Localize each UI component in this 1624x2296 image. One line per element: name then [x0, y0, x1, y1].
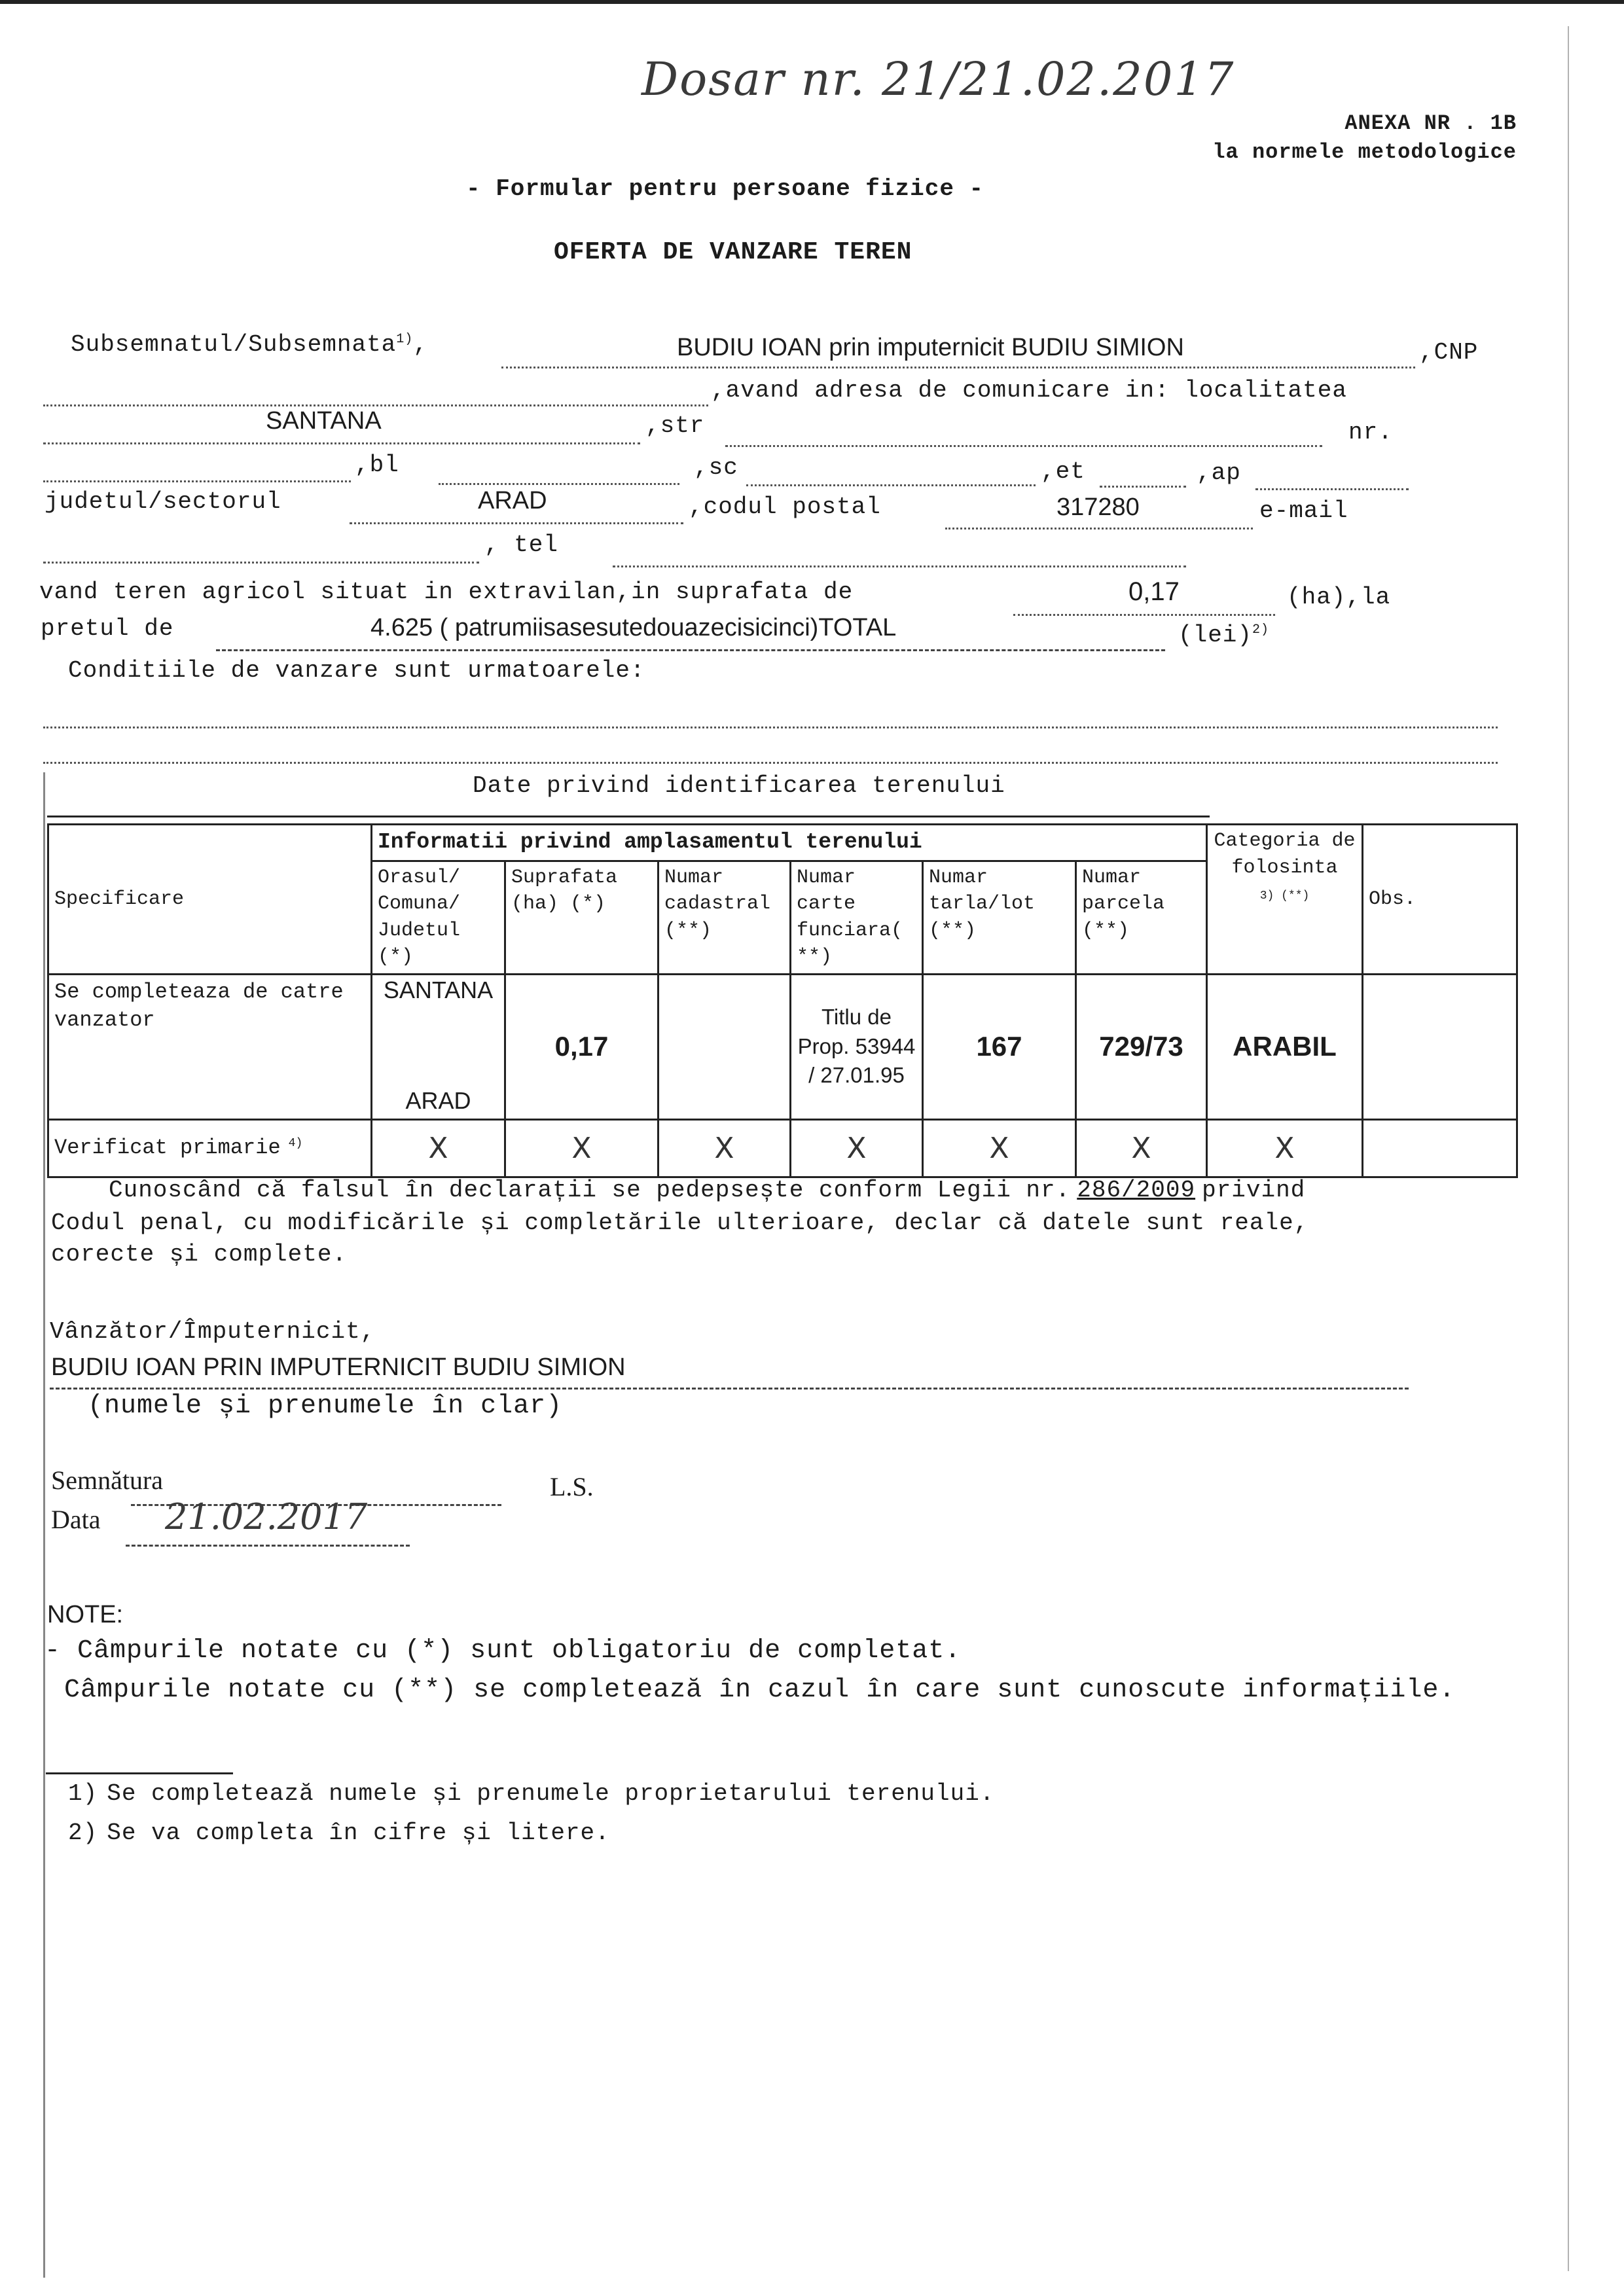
cnp-field-line — [43, 404, 708, 406]
header-cadastral: Numar cadastral (**) — [659, 861, 791, 974]
nr-label: nr. — [1348, 419, 1393, 446]
et-label: ,et — [1041, 458, 1085, 485]
declaration-line-3: corecte și complete. — [51, 1241, 348, 1268]
footnote-marker-1: 1) — [396, 332, 414, 347]
footnote-marker-2: 2) — [1252, 622, 1270, 637]
header-obs: Obs. — [1363, 825, 1517, 975]
row-label-vanzator: Se completeaza de catre vanzator — [48, 974, 372, 1119]
check-mark-parcela: X — [1076, 1119, 1207, 1177]
seller-name[interactable]: BUDIU IOAN PRIN IMPUTERNICIT BUDIU SIMION — [51, 1354, 626, 1381]
check-mark-orasul: X — [372, 1119, 505, 1177]
table-row-vanzator — [48, 974, 1517, 1119]
cnp-label: ,CNP — [1419, 339, 1479, 366]
header-tarla: Numar tarla/lot (**) — [923, 861, 1076, 974]
cell-cadastral — [659, 974, 791, 1119]
form-type: - Formular pentru persoane fizice - — [466, 175, 984, 202]
tel-field-line — [613, 565, 1186, 567]
check-mark-tarla: X — [923, 1119, 1076, 1177]
name-field-line — [501, 367, 1415, 368]
pret-value[interactable]: 4.625 ( patrumiisasesutedouazecisicinci)TOTAL — [370, 614, 897, 641]
localitate-field-line — [43, 442, 640, 444]
address-label: ,avand adresa de comunicare in: localitatea — [711, 377, 1347, 404]
declaration-line-2: Codul penal, cu modificările și completările ulterioare, declar că datele sunt reale, — [51, 1210, 1309, 1236]
bl-field-line — [439, 483, 679, 485]
postal-value[interactable]: 317280 — [1056, 493, 1140, 521]
email-label: e-mail — [1259, 497, 1348, 524]
row-label-verificat: Verificat primarie $^{4)}$ — [48, 1119, 372, 1177]
header-categoria-note: 3) (**) — [1259, 889, 1310, 903]
cell-localitate: SANTANA — [383, 976, 494, 1003]
annex-number: ANEXA NR . 1B — [1344, 111, 1517, 135]
semnatura-label: Semnătura — [51, 1465, 164, 1495]
suprafata-field-line — [1013, 614, 1275, 616]
annex-subtitle: la normele metodologice — [1212, 140, 1517, 164]
header-suprafata: Suprafata (ha) (*) — [505, 861, 659, 974]
postal-field-line — [945, 528, 1253, 529]
str-field-line — [725, 445, 1322, 447]
footnote-2: 2) Se va completa în cifre și litere. — [68, 1820, 610, 1846]
cell-suprafata: 0,17 — [505, 974, 659, 1119]
footnote-marker-4: 4) — [288, 1136, 303, 1150]
postal-label: ,codul postal — [689, 493, 881, 520]
handwritten-file-number: Dosar nr. 21/21.02.2017 — [641, 52, 1235, 106]
ha-label: (ha),la — [1287, 584, 1391, 611]
seller-name-line — [50, 1388, 1409, 1390]
table-row-verificat — [48, 1119, 1517, 1177]
judet-value[interactable]: ARAD — [478, 487, 547, 514]
ap-label: ,ap — [1197, 459, 1241, 486]
notes-line-2: Câmpurile notate cu (**) se completează în cazul în care sunt cunoscute informațiile. — [64, 1676, 1456, 1705]
judet-field-line — [350, 522, 683, 524]
data-value[interactable]: 21.02.2017 — [165, 1496, 368, 1537]
name-field-value[interactable]: BUDIU IOAN prin imputernicit BUDIU SIMION — [677, 334, 1184, 361]
pret-label: pretul de — [41, 615, 174, 642]
sc-field-line — [746, 484, 1036, 486]
table-top-rule — [47, 816, 1210, 817]
check-mark-carte: X — [791, 1119, 923, 1177]
conditii-line-2 — [43, 762, 1498, 764]
check-mark-obs — [1363, 1119, 1517, 1177]
cell-obs — [1363, 974, 1517, 1119]
land-identification-table — [47, 823, 1518, 1178]
scan-left-edge — [43, 772, 45, 2278]
header-categoria: Categoria de folosinta 3) (**) — [1207, 825, 1363, 975]
ap-field-line — [1255, 488, 1409, 490]
cell-parcela: 729/73 — [1076, 974, 1207, 1119]
data-line — [126, 1545, 410, 1547]
seller-role-label: Vânzător/Împuternicit, — [50, 1318, 376, 1345]
scan-top-edge — [0, 0, 1624, 4]
notes-title: NOTE: — [47, 1601, 124, 1628]
page-title: OFERTA DE VANZARE TEREN — [554, 238, 912, 266]
subsemnatul-label: Subsemnatul/Subsemnata$^{1)}$, — [71, 331, 428, 358]
cell-localitate-judet — [372, 974, 505, 1119]
header-informatii: Informatii privind amplasamentul terenului — [372, 825, 1207, 861]
ls-label: L.S. — [550, 1472, 594, 1501]
vand-label: vand teren agricol situat in extravilan,in suprafata de — [39, 579, 854, 605]
data-label: Data — [51, 1505, 101, 1534]
check-mark-cadastral: X — [659, 1119, 791, 1177]
cell-tarla: 167 — [923, 974, 1076, 1119]
check-mark-suprafata: X — [505, 1119, 659, 1177]
bl-label: ,bl — [355, 452, 399, 478]
lei-label: (lei)$^{2)}$ — [1178, 622, 1270, 649]
header-orasul: Orasul/ Comuna/ Judetul (*) — [372, 861, 505, 974]
localitate-value[interactable]: SANTANA — [266, 407, 382, 435]
header-carte: Numar carte funciara( **) — [791, 861, 923, 974]
cell-carte-funciara: Titlu de Prop. 53944 / 27.01.95 — [791, 974, 923, 1119]
footnote-rule — [46, 1772, 233, 1774]
conditii-line-1 — [43, 726, 1498, 728]
email-field-line — [43, 562, 479, 564]
cell-judet: ARAD — [405, 1086, 471, 1114]
footnote-1: 1) Se completează numele și prenumele proprietarului terenului. — [68, 1780, 995, 1807]
seller-name-hint: (numele și prenumele în clar) — [88, 1391, 563, 1421]
et-field-line — [1100, 486, 1186, 488]
conditii-label: Conditiile de vanzare sunt urmatoarele: — [68, 657, 645, 684]
suprafata-value[interactable]: 0,17 — [1128, 577, 1180, 606]
sc-label: ,sc — [694, 454, 738, 481]
notes-line-1: - Câmpurile notate cu (*) sunt obligatoriu de completat. — [45, 1636, 962, 1666]
table-caption: Date privind identificarea terenului — [473, 772, 1005, 799]
scan-right-edge — [1568, 26, 1569, 2271]
pret-field-line — [216, 649, 1165, 651]
law-number: 286/2009 — [1077, 1177, 1196, 1204]
check-mark-categoria: X — [1207, 1119, 1363, 1177]
header-parcela: Numar parcela (**) — [1076, 861, 1207, 974]
header-specificare: Specificare — [48, 825, 372, 975]
judet-label: judetul/sectorul — [45, 488, 281, 515]
tel-label: , tel — [484, 531, 559, 558]
nr-field-line — [43, 480, 351, 482]
cell-categoria: ARABIL — [1207, 974, 1363, 1119]
str-label: ,str — [645, 412, 705, 439]
declaration-line-1: Cunoscând că falsul în declarații se pedepsește conform Legii nr. 286/2009 privind — [109, 1177, 1306, 1204]
